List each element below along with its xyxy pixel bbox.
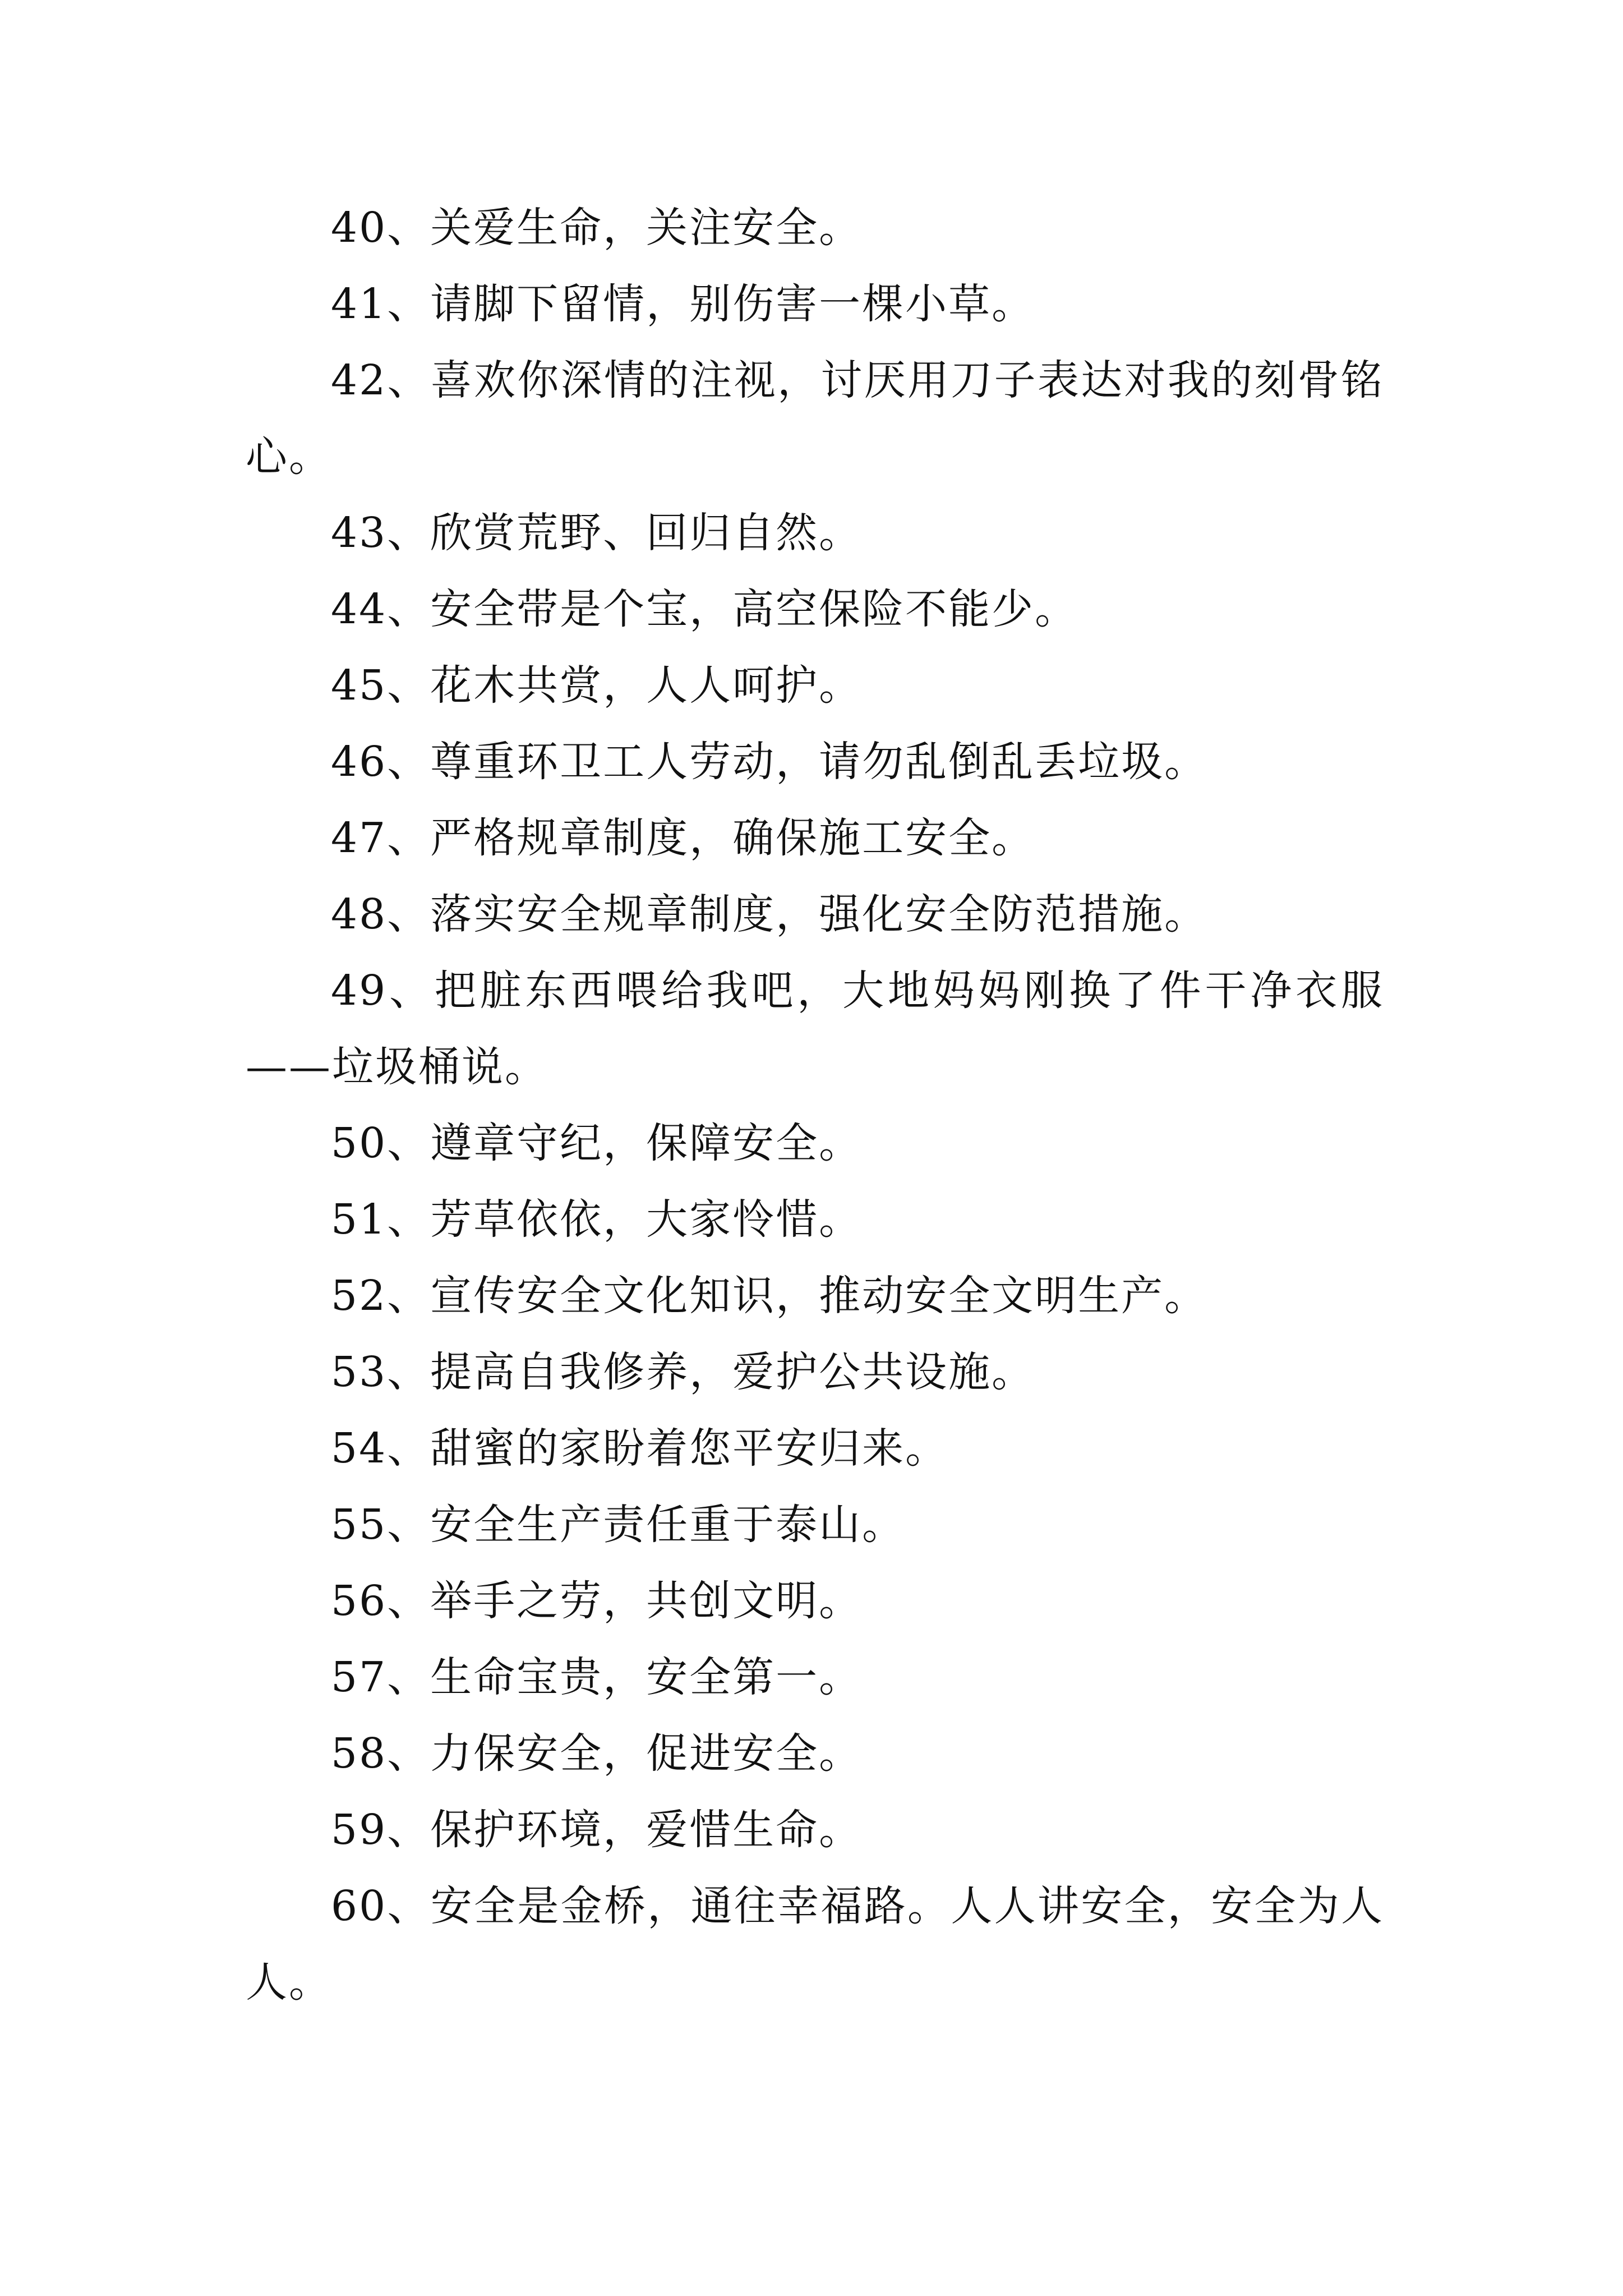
paragraph: 51、芳草依依，大家怜惜。 — [331, 1195, 863, 1244]
paragraph: 40、关爱生命，关注安全。 — [331, 204, 863, 252]
paragraph: 41、请脚下留情，别伤害一棵小草。 — [331, 280, 1035, 328]
paragraph: 56、举手之劳，共创文明。 — [331, 1577, 863, 1625]
paragraph: 52、宣传安全文化知识，推动安全文明生产。 — [331, 1272, 1208, 1320]
paragraph: 50、遵章守纪，保障安全。 — [331, 1119, 863, 1167]
paragraph: 42、喜欢你深情的注视，讨厌用刀子表达对我的刻骨铭心。 — [246, 356, 1384, 481]
paragraph: 58、力保安全，促进安全。 — [331, 1729, 863, 1778]
paragraph: 57、生命宝贵，安全第一。 — [331, 1653, 863, 1701]
paragraph: 44、安全带是个宝，高空保险不能少。 — [331, 585, 1078, 633]
paragraph: 46、尊重环卫工人劳动，请勿乱倒乱丢垃圾。 — [331, 738, 1208, 786]
paragraph: 47、严格规章制度，确保施工安全。 — [331, 814, 1035, 862]
paragraph: 43、欣赏荒野、回归自然。 — [331, 509, 863, 557]
paragraph: 59、保护环境，爱惜生命。 — [331, 1806, 863, 1854]
paragraph: 60、安全是金桥，通往幸福路。人人讲安全，安全为人人。 — [246, 1882, 1384, 2007]
document-body — [246, 190, 1384, 2021]
paragraph: 55、安全生产责任重于泰山。 — [331, 1501, 906, 1549]
paragraph: 48、落实安全规章制度，强化安全防范措施。 — [331, 890, 1208, 938]
paragraph: 45、花木共赏，人人呵护。 — [331, 661, 863, 710]
paragraph: 53、提高自我修养，爱护公共设施。 — [331, 1348, 1035, 1396]
paragraph: 54、甜蜜的家盼着您平安归来。 — [331, 1424, 949, 1473]
paragraph: 49、把脏东西喂给我吧，大地妈妈刚换了件干净衣服——垃圾桶说。 — [246, 967, 1384, 1091]
